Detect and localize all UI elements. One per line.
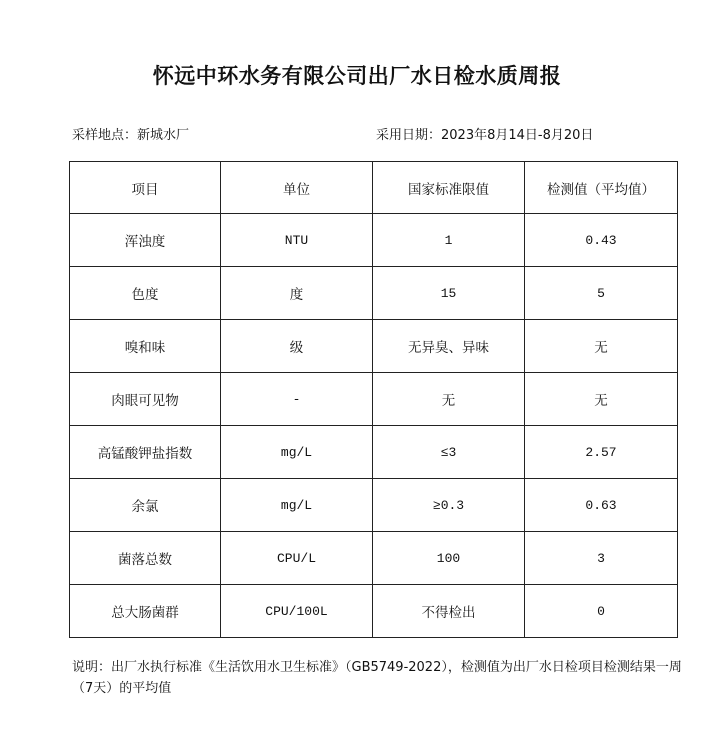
- table-row: [70, 426, 678, 479]
- table-row: [70, 585, 678, 638]
- cell-standard-limit: ≥0.3: [373, 479, 525, 532]
- cell-standard-limit: 1: [373, 214, 525, 267]
- cell-measured-value: 3: [525, 532, 678, 585]
- cell-measured-value: 2.57: [525, 426, 678, 479]
- cell-unit: 度: [221, 267, 373, 320]
- cell-measured-value: 无: [525, 320, 678, 373]
- cell-item: 高锰酸钾盐指数: [70, 426, 221, 479]
- cell-unit: CPU/L: [221, 532, 373, 585]
- cell-standard-limit: 15: [373, 267, 525, 320]
- sampling-site: 采样地点：新城水厂: [72, 128, 190, 143]
- cell-unit: 级: [221, 320, 373, 373]
- header-standard-limit: 国家标准限值: [373, 162, 525, 214]
- header-measured-value: 检测值（平均值）: [525, 162, 678, 214]
- table-row: [70, 532, 678, 585]
- sampling-date: 采用日期：2023年8月14日-8月20日: [376, 128, 594, 143]
- cell-measured-value: 5: [525, 267, 678, 320]
- cell-item: 浑浊度: [70, 214, 221, 267]
- table-row: [70, 267, 678, 320]
- cell-standard-limit: 无异臭、异味: [373, 320, 525, 373]
- cell-unit: CPU/100L: [221, 585, 373, 638]
- header-item: 项目: [70, 162, 221, 214]
- table-row: [70, 320, 678, 373]
- cell-measured-value: 0.43: [525, 214, 678, 267]
- cell-measured-value: 0: [525, 585, 678, 638]
- cell-item: 肉眼可见物: [70, 373, 221, 426]
- header-unit: 单位: [221, 162, 373, 214]
- cell-standard-limit: 100: [373, 532, 525, 585]
- table-row: [70, 373, 678, 426]
- cell-standard-limit: 无: [373, 373, 525, 426]
- table-header-row: [70, 162, 678, 214]
- report-title: 怀远中环水务有限公司出厂水日检水质周报: [152, 64, 562, 88]
- cell-unit: mg/L: [221, 426, 373, 479]
- cell-unit: mg/L: [221, 479, 373, 532]
- footnote: 说明：出厂水执行标准《生活饮用水卫生标准》（GB5749-2022），检测值为出厂水日检项目检测结果一周（7天）的平均值: [72, 660, 682, 696]
- cell-measured-value: 无: [525, 373, 678, 426]
- cell-unit: NTU: [221, 214, 373, 267]
- cell-item: 色度: [70, 267, 221, 320]
- cell-unit: -: [221, 373, 373, 426]
- table-row: [70, 214, 678, 267]
- cell-item: 嗅和味: [70, 320, 221, 373]
- cell-item: 余氯: [70, 479, 221, 532]
- cell-standard-limit: 不得检出: [373, 585, 525, 638]
- cell-item: 总大肠菌群: [70, 585, 221, 638]
- water-quality-table: [69, 161, 678, 638]
- cell-standard-limit: ≤3: [373, 426, 525, 479]
- cell-measured-value: 0.63: [525, 479, 678, 532]
- cell-item: 菌落总数: [70, 532, 221, 585]
- table-row: [70, 479, 678, 532]
